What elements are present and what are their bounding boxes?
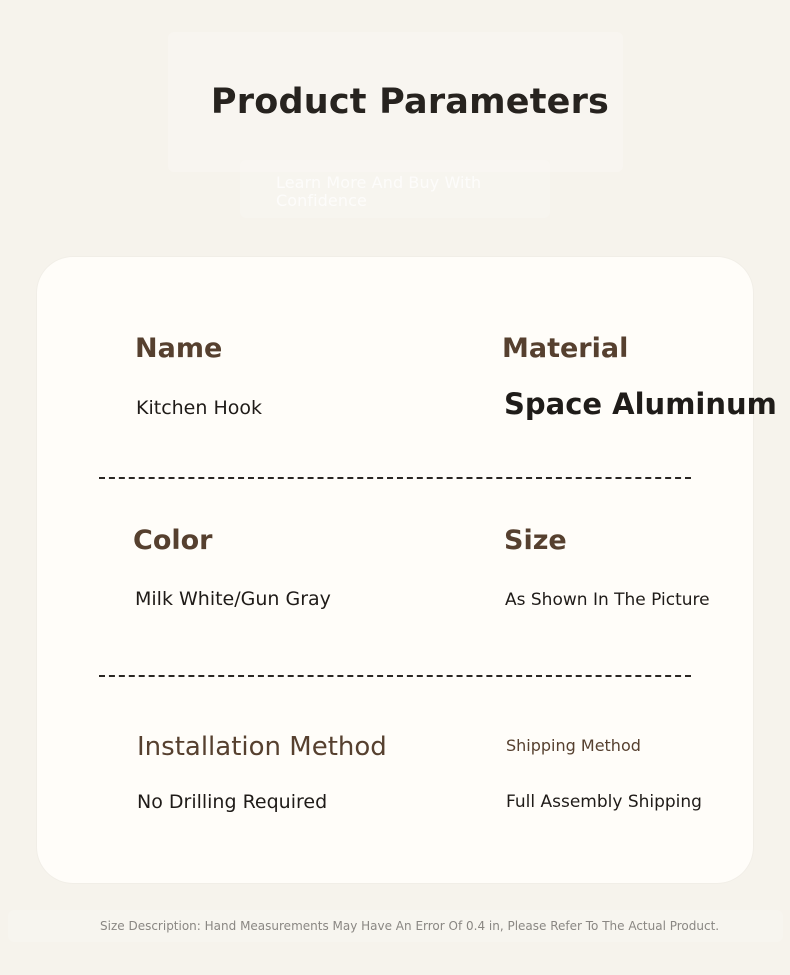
size-value: As Shown In The Picture — [505, 590, 710, 610]
shipping-method-value: Full Assembly Shipping — [506, 792, 702, 812]
section-divider — [99, 477, 691, 479]
shipping-method-label: Shipping Method — [506, 736, 641, 755]
name-value: Kitchen Hook — [136, 397, 262, 419]
section-divider — [99, 675, 691, 677]
color-value: Milk White/Gun Gray — [135, 588, 331, 610]
material-value: Space Aluminum — [504, 387, 777, 421]
parameters-card — [37, 257, 777, 883]
size-label: Size — [504, 525, 567, 556]
page-title: Product Parameters — [210, 82, 610, 122]
installation-method-label: Installation Method — [137, 732, 387, 762]
size-description-note: Size Description: Hand Measurements May Have An Error Of 0.4 in, Please Refer To The Actual Product. — [100, 919, 720, 933]
material-label: Material — [502, 333, 629, 364]
faded-tagline: Learn More And Buy With Confidence — [276, 173, 482, 210]
name-label: Name — [135, 333, 223, 364]
installation-method-value: No Drilling Required — [137, 791, 328, 813]
color-label: Color — [133, 525, 213, 556]
